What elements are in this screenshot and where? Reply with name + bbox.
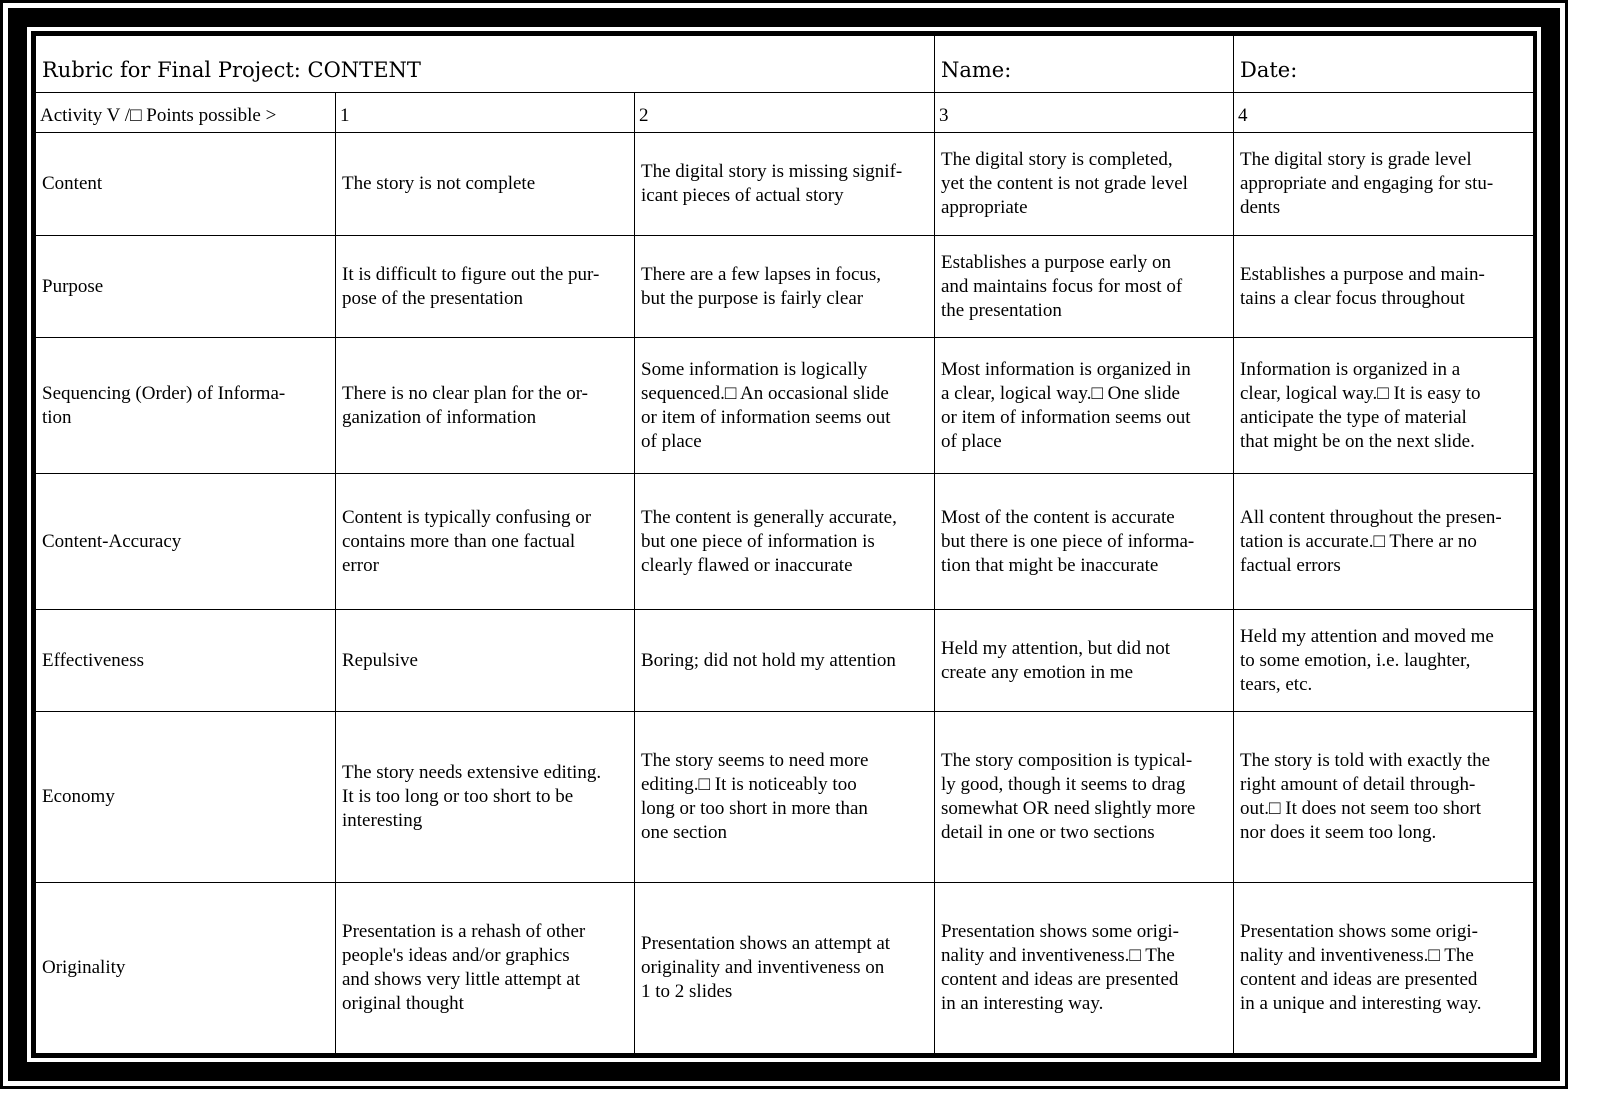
category-label: Purpose xyxy=(36,236,336,338)
criteria-cell-1: Repulsive xyxy=(336,610,635,712)
category-label: Economy xyxy=(36,712,336,883)
criteria-cell-1: The story needs extensive editing. It is too long or too short to be interesting xyxy=(336,712,635,883)
criteria-cell-1: Presentation is a rehash of other people's ideas and/or graphics and shows very little attempt at original thought xyxy=(336,883,635,1054)
criteria-cell-1: The story is not complete xyxy=(336,133,635,236)
criteria-cell-4: All content throughout the presen- tation is accurate.□ There ar no factual errors xyxy=(1234,474,1534,610)
criteria-cell-3: The story composition is typical- ly good, though it seems to drag somewhat OR need slightly more detail in one or two sections xyxy=(935,712,1234,883)
criteria-cell-2: The digital story is missing signif- icant pieces of actual story xyxy=(635,133,935,236)
criteria-cell-3: The digital story is completed, yet the content is not grade level appropriate xyxy=(935,133,1234,236)
table-row xyxy=(36,133,1534,236)
criteria-cell-4: Held my attention and moved me to some emotion, i.e. laughter, tears, etc. xyxy=(1234,610,1534,712)
rubric-table xyxy=(35,35,1534,1054)
category-label: Content-Accuracy xyxy=(36,474,336,610)
criteria-cell-3: Establishes a purpose early on and maintains focus for most of the presentation xyxy=(935,236,1234,338)
points-header: 1 xyxy=(336,93,635,133)
table-row xyxy=(36,883,1534,1054)
criteria-cell-2: Presentation shows an attempt at originality and inventiveness on 1 to 2 slides xyxy=(635,883,935,1054)
criteria-cell-3: Held my attention, but did not create any emotion in me xyxy=(935,610,1234,712)
points-row xyxy=(36,93,1534,133)
criteria-cell-3: Most of the content is accurate but there is one piece of informa- tion that might be inaccurate xyxy=(935,474,1234,610)
points-header: 2 xyxy=(635,93,935,133)
table-row xyxy=(36,338,1534,474)
table-row xyxy=(36,236,1534,338)
table-row xyxy=(36,610,1534,712)
criteria-cell-2: Some information is logically sequenced.□ An occasional slide or item of information seems out of place xyxy=(635,338,935,474)
points-header: 4 xyxy=(1234,93,1534,133)
title-row xyxy=(36,36,1534,93)
criteria-cell-2: The story seems to need more editing.□ It is noticeably too long or too short in more than one section xyxy=(635,712,935,883)
date-field[interactable]: Date: xyxy=(1234,36,1534,93)
criteria-cell-1: It is difficult to figure out the pur- pose of the presentation xyxy=(336,236,635,338)
criteria-cell-4: Information is organized in a clear, logical way.□ It is easy to anticipate the type of material that might be on the next slide. xyxy=(1234,338,1534,474)
category-label: Sequencing (Order) of Informa- tion xyxy=(36,338,336,474)
category-label: Content xyxy=(36,133,336,236)
criteria-cell-3: Most information is organized in a clear, logical way.□ One slide or item of information seems out of place xyxy=(935,338,1234,474)
criteria-cell-2: The content is generally accurate, but one piece of information is clearly flawed or inaccurate xyxy=(635,474,935,610)
category-label: Originality xyxy=(36,883,336,1054)
criteria-cell-4: The story is told with exactly the right amount of detail through- out.□ It does not seem too short nor does it seem too long. xyxy=(1234,712,1534,883)
table-row xyxy=(36,474,1534,610)
criteria-cell-2: There are a few lapses in focus, but the purpose is fairly clear xyxy=(635,236,935,338)
rubric-title: Rubric for Final Project: CONTENT xyxy=(36,36,935,93)
name-field[interactable]: Name: xyxy=(935,36,1234,93)
criteria-cell-1: There is no clear plan for the or- ganization of information xyxy=(336,338,635,474)
points-row-label: Activity V /□ Points possible > xyxy=(36,93,336,133)
points-header: 3 xyxy=(935,93,1234,133)
criteria-cell-4: The digital story is grade level appropriate and engaging for stu- dents xyxy=(1234,133,1534,236)
criteria-cell-3: Presentation shows some origi- nality and inventiveness.□ The content and ideas are presented in an interesting way. xyxy=(935,883,1234,1054)
category-label: Effectiveness xyxy=(36,610,336,712)
criteria-cell-4: Presentation shows some origi- nality and inventiveness.□ The content and ideas are presented in a unique and interesting way. xyxy=(1234,883,1534,1054)
criteria-cell-2: Boring; did not hold my attention xyxy=(635,610,935,712)
criteria-cell-4: Establishes a purpose and main- tains a clear focus throughout xyxy=(1234,236,1534,338)
criteria-cell-1: Content is typically confusing or contains more than one factual error xyxy=(336,474,635,610)
table-row xyxy=(36,712,1534,883)
